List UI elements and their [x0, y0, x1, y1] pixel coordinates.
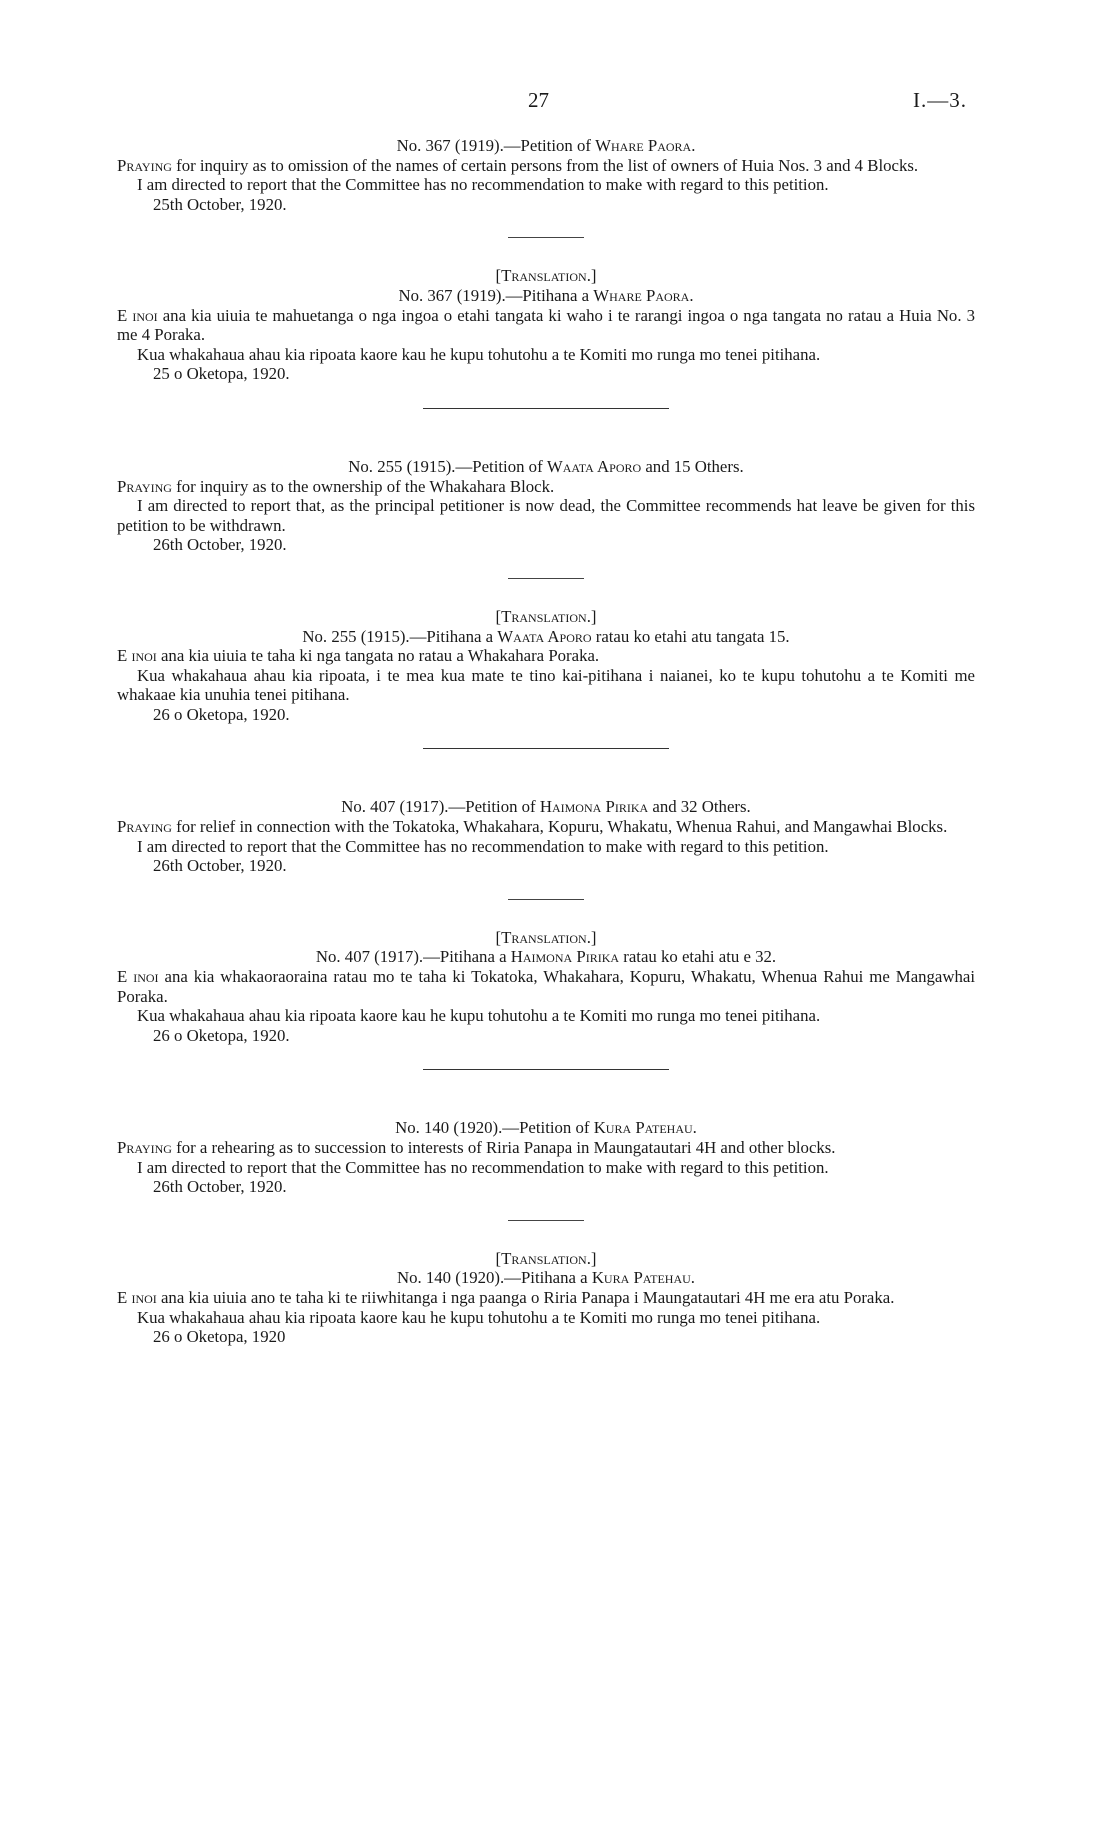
prayer-text: Praying for relief in connection with the Tokatoka, Whakahara, Kopuru, Whakatu, Whenua Rahui, and Mangawhai Blocks.: [117, 817, 948, 837]
translated-prayer: E inoi ana kia uiuia te taha ki nga tangata no ratau a Whakahara Poraka.: [117, 646, 600, 666]
report-date: 26th October, 1920.: [153, 856, 287, 876]
translated-title: No. 367 (1919).—Pitihana a Whare Paora.: [398, 285, 694, 305]
translated-report: Kua whakahaua ahau kia ripoata kaore kau he kupu tohutohu a te Komiti mo runga mo tenei pitihana.: [137, 1307, 821, 1327]
translated-report: Kua whakahaua ahau kia ripoata kaore kau he kupu tohutohu a te Komiti mo runga mo tenei pitihana.: [137, 1006, 821, 1026]
report-text: I am directed to report that the Committee has no recommendation to make with regard to this petition.: [137, 1157, 829, 1177]
prayer-text: Praying for inquiry as to the ownership of the Whakahara Block.: [117, 476, 555, 496]
petition-title: No. 255 (1915).—Petition of Waata Aporo and 15 Others.: [348, 456, 744, 476]
translated-title: No. 407 (1917).—Pitihana a Haimona Pirika ratau ko etahi atu e 32.: [315, 947, 777, 967]
section-divider: [423, 1069, 669, 1070]
translation-heading: [Translation.]: [495, 1248, 597, 1268]
section-divider: [423, 408, 669, 409]
report-date: 26th October, 1920.: [153, 1177, 287, 1197]
petition-section: [117, 457, 975, 750]
translated-prayer: E inoi ana kia uiuia ano te taha ki te riiwhitanga i nga paanga o Riria Panapa i Maungatautari 4H me era atu Poraka.: [117, 1287, 895, 1307]
translated-date: 26 o Oketopa, 1920: [153, 1327, 286, 1347]
petition-title: No. 140 (1920).—Petition of Kura Patehau.: [395, 1118, 697, 1138]
short-divider: [508, 237, 584, 238]
petition-section: [117, 797, 975, 1070]
short-divider: [508, 578, 584, 579]
prayer-text: Praying for inquiry as to omission of the names of certain persons from the list of owners of Huia Nos. 3 and 4 Blocks.: [117, 155, 919, 175]
petition-title: No. 367 (1919).—Petition of Whare Paora.: [396, 136, 696, 155]
paper-reference: I.—3.: [913, 88, 967, 112]
page-number: 27: [528, 88, 549, 112]
translation-heading: [Translation.]: [495, 927, 597, 947]
report-date: 26th October, 1920.: [153, 535, 287, 555]
translation-heading: [Translation.]: [495, 266, 597, 286]
translated-date: 25 o Oketopa, 1920.: [153, 364, 290, 384]
section-divider: [423, 748, 669, 749]
report-text: I am directed to report that the Committee has no recommendation to make with regard to this petition.: [137, 175, 829, 195]
petition-title: No. 407 (1917).—Petition of Haimona Pirika and 32 Others.: [341, 797, 751, 817]
prayer-text: Praying for a rehearing as to succession to interests of Riria Panapa in Maungatautari 4H and other blocks.: [117, 1138, 836, 1157]
report-text: I am directed to report that, as the principal petitioner is now dead, the Committee recommends hat leave be given for this petition to be withdrawn.: [117, 496, 975, 535]
translated-prayer: E inoi ana kia whakaoraoraina ratau mo te taha ki Tokatoka, Whakahara, Kopuru, Whakatu, Whenua Rahui me Mangawhai Poraka.: [117, 967, 975, 1006]
short-divider: [508, 1220, 584, 1221]
translated-prayer: E inoi ana kia uiuia te mahuetanga o nga ingoa o etahi tangata ki waho i te rarangi ingoa o nga tangata no ratau a Huia No. 3 me 4 Poraka.: [117, 305, 975, 345]
petition-section: [117, 1118, 975, 1346]
report-date: 25th October, 1920.: [153, 194, 287, 214]
short-divider: [508, 899, 584, 900]
translation-heading: [Translation.]: [495, 606, 597, 626]
page-header: [0, 88, 1114, 118]
translated-date: 26 o Oketopa, 1920.: [153, 704, 290, 724]
petition-section: [117, 136, 975, 409]
translated-title: No. 140 (1920).—Pitihana a Kura Patehau.: [396, 1268, 695, 1288]
translated-date: 26 o Oketopa, 1920.: [153, 1025, 290, 1045]
petitions-content: [117, 136, 975, 1347]
report-text: I am directed to report that the Committee has no recommendation to make with regard to this petition.: [137, 836, 829, 856]
translated-report: Kua whakahaua ahau kia ripoata kaore kau he kupu tohutohu a te Komiti mo runga mo tenei pitihana.: [137, 344, 821, 364]
translated-title: No. 255 (1915).—Pitihana a Waata Aporo ratau ko etahi atu tangata 15.: [302, 626, 790, 646]
translated-report: Kua whakahaua ahau kia ripoata, i te mea kua mate te tino kai-pitihana i naianei, ko te kupu tohutohu a te Komiti me whakaae kia unuhia tenei pitihana.: [117, 665, 975, 705]
